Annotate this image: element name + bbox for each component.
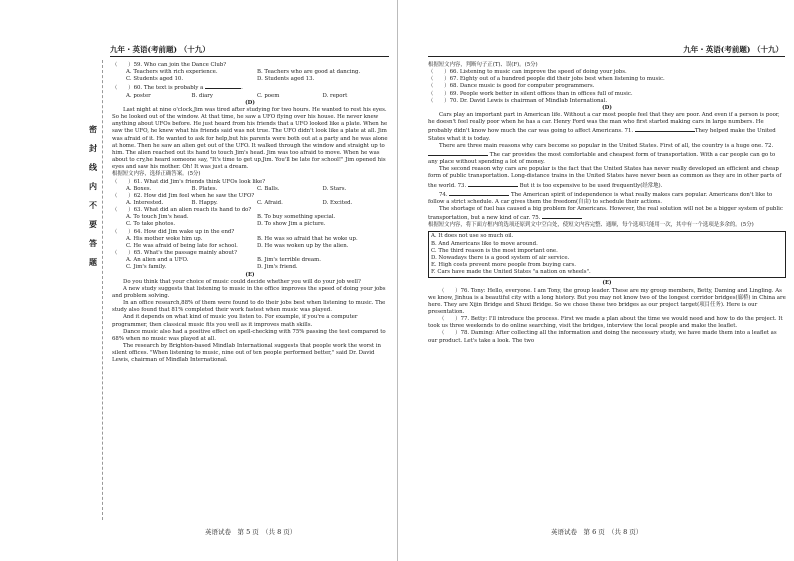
right-page <box>397 0 794 561</box>
blank-75[interactable] <box>542 213 582 219</box>
q62-option-a: A. Interested. <box>126 199 164 206</box>
tf-item: （ ）66. Listening to music can improve the speed of doing your jobs. <box>428 69 627 76</box>
q59-options-row1 <box>112 69 388 76</box>
left-header-rule <box>110 56 389 57</box>
instruction-fill: 根据短文内容，将下面方框内的选项还原到文中空白处，使短文内容完整、通顺，每个选项只能用一次，其中有一个选项是多余的。(5分) <box>428 222 754 229</box>
q65-stem: （ ）65. What's the passage mainly about? <box>112 250 237 257</box>
q63-options-row2 <box>112 221 388 228</box>
q65-options-row2 <box>112 264 388 271</box>
q61-option-d: D. Stars. <box>322 185 347 192</box>
right-column <box>428 62 786 345</box>
section-d-title: (D) <box>245 99 255 106</box>
q65-option-c: C. Jim's family. <box>126 264 167 271</box>
q60-options <box>112 93 388 100</box>
section-d-title-right: (D) <box>602 104 612 111</box>
q61-option-a: A. Boxes. <box>126 185 152 192</box>
q59-option-d: D. Students aged 13. <box>257 76 315 83</box>
q63-option-d: D. To show Jim a picture. <box>257 221 326 228</box>
q62-stem: （ ）62. How did Jim feel when he saw the UFO? <box>112 192 255 199</box>
q64-option-d: D. He was woken up by the alien. <box>257 242 349 249</box>
margin-char: 答 <box>89 238 97 248</box>
passage-e-para: Do you think that your choice of music could decide whether you will do your job well? <box>123 278 361 285</box>
q62-option-c: C. Afraid. <box>257 199 283 206</box>
q65-option-a: A. An alien and a UFO. <box>126 257 189 264</box>
passage-e-para: A new study suggests that listening to music in the office improves the speed of doing your jobs and problem solving. <box>112 285 386 299</box>
q60-option-d: D. report <box>322 92 348 99</box>
margin-char: 题 <box>89 257 97 267</box>
section-e-title: (E) <box>245 271 255 278</box>
q59-options-row2 <box>112 76 388 83</box>
margin-char: 要 <box>89 219 97 229</box>
q65-option-b: B. Jim's terrible dream. <box>257 257 321 264</box>
cars-para-2: There are three main reasons why cars become so popular in the United States. First of all, the country is a huge one. 72. The car provides the most comfortable and cheapest form of transportation. With a car people can go to any place without spending a lot of money. <box>428 142 776 166</box>
right-header: 九年・英语(考前题) （十九） <box>683 45 783 54</box>
q63-stem: （ ）63. What did an alien reach its hand to do? <box>112 207 252 214</box>
passage-e-para: The research by Brighton-based Mindlab International suggests that people work the worst in silent offices. "When listening to music, nine out of ten people performed better," said Dr. David Lewis, chairman of Mindlab International. <box>112 343 381 364</box>
left-header: 九年・英语(考前题) （十九） <box>110 45 210 54</box>
project-para: （ ）76. Tony: Hello, everyone. I am Tony, the group leader. These are my group members, Betty, Daming and Lingling. As we know, Jinhua is a beautiful city with a long history. But you may not know two of the longest corridor bridges(廊桥) in China are here. They are Xijin Bridge and Shuxi Bridge. So we chose these two bridges as our project target(项目任务). Here is our presentation. <box>428 287 786 315</box>
passage-e-para: And it depends on what kind of music you listen to. For example, if you're a computer programmer, then classical music fits you well as it improves math skills. <box>112 314 358 328</box>
options-box <box>428 231 786 278</box>
q59-option-a: A. Teachers with rich experience. <box>126 69 218 76</box>
q62-option-d: D. Excited. <box>322 199 353 206</box>
passage-e-para: Dance music also had a positive effect on spell-checking with 75% passing the test compared to 68% when no music was played at all. <box>112 328 386 342</box>
blank-72[interactable] <box>428 150 488 156</box>
project-para: （ ）77. Betty: I'll introduce the process. First we made a plan about the time we would need and how to do the project. It took us three weekends to do online searching, visit the bridges, interview the local people and make the leaflet. <box>428 316 783 330</box>
margin-char: 封 <box>89 143 97 153</box>
cars-para-4: 74. The American spirit of independence is what really makes cars popular. Americans don't like to follow a strict schedule. A car gives them the freedom(自由) to schedule their actions. <box>428 191 773 205</box>
q65-option-d: D. Jim's friend. <box>257 264 298 271</box>
instruction-tf: 根据短文内容，判断句子正(T)、误(F)。(5分) <box>428 62 538 68</box>
q60-stem: （ ）60. The text is probably a . <box>112 85 243 92</box>
box-option: D. Nowadays there is a good system of air service. <box>431 254 570 261</box>
q63-option-a: A. To touch Jim's head. <box>126 214 189 221</box>
q61-option-c: C. Balls. <box>257 185 280 192</box>
box-option: A. It does not use so much oil. <box>431 233 514 240</box>
blank-71[interactable] <box>635 126 695 132</box>
q61-options <box>112 186 388 193</box>
seal-line <box>102 60 103 520</box>
margin-char: 内 <box>89 181 97 191</box>
box-option: B. And Americans like to move around. <box>431 240 538 247</box>
blank-73[interactable] <box>468 181 518 187</box>
q63-option-b: B. To buy something special. <box>257 214 336 221</box>
right-header-rule <box>428 56 785 57</box>
q64-option-a: A. His mother woke him up. <box>126 235 203 242</box>
cars-para-5: The shortage of fuel has caused a big problem for Americans. However, the real solution will not be a bigger system of public transportation, but a new kind of car. 75. <box>428 205 783 222</box>
q63-options-row1 <box>112 214 388 221</box>
margin-char: 密 <box>89 124 97 134</box>
q65-options-row1 <box>112 257 388 264</box>
q59-stem: （ ）59. Who can join the Dance Club? <box>112 62 227 68</box>
tf-item: （ ）68. Dance music is good for computer programmers. <box>428 83 595 90</box>
project-para: （ ）78. Daming: After collecting all the information and doing the necessary study, we have made them into a leaflet as our product. Let's take a look. The two <box>428 330 777 344</box>
q63-option-c: C. To take photos. <box>126 221 176 228</box>
q64-option-b: B. He was so afraid that he woke up. <box>257 235 358 242</box>
left-column <box>112 62 388 365</box>
blank-74[interactable] <box>449 190 509 196</box>
q64-stem: （ ）64. How did Jim wake up in the end? <box>112 228 235 235</box>
q61-stem: （ ）61. What did Jim's friends think UFOs look like? <box>112 178 266 185</box>
q64-option-c: C. He was afraid of being late for school. <box>126 242 238 249</box>
margin-char: 不 <box>89 200 97 210</box>
left-footer: 英语试卷 第 5 页 （共 8 页） <box>205 528 297 536</box>
passage-d: Last night at nine o'clock,Jim was tired after studying for two hours. He wanted to rest his eyes. So he looked out of the window. At that time, he saw a UFO flying over his house. He never knew anything about UFOs before. He just heard from his friends that a UFO looked like a plate. When he saw the UFO, he knew what his friends said was not true. The UFO didn't look like a plate at all. Jim was afraid of it. He wanted to ask for help,but his parents were both out at a party and he was alone at home. Then he saw an alien get out of the UFO. It walked through the window and straight up to him. The alien reached out its hand to touch Jim's head. Jim was too afraid to move. When he was about to cry,he heard someone say, "It's time to get up,Jim. You'll be late for school!" Jim opened his eyes and saw his mother. Oh! It was just a dream. <box>112 106 388 171</box>
cars-para-3: The second reason why cars are popular is the fact that the United States has never really developed an efficient and cheap form of public transportation. Long-distance trains in the United States have never been as common as they are in other parts of the world. 73. But it is too expensive to be used frequently(经常地). <box>428 166 782 189</box>
q59-option-c: C. Students aged 10. <box>126 76 184 83</box>
box-option: F. Cars have made the United States "a nation on wheels". <box>431 269 591 276</box>
q64-options-row2 <box>112 243 388 250</box>
tf-item: （ ）67. Eighty out of a hundred people did their jobs best when listening to music. <box>428 76 665 83</box>
passage-e-para: In an office research,88% of them were found to do their jobs best when listening to music. The study also found that 81% completed their work fastest when music was played. <box>112 300 386 314</box>
q64-options-row1 <box>112 236 388 243</box>
right-footer: 英语试卷 第 6 页 （共 8 页） <box>551 528 643 536</box>
q60-blank[interactable] <box>205 83 241 89</box>
tf-item: （ ）70. Dr. David Lewis is chairman of Mindlab International. <box>428 97 608 104</box>
cars-para-1: Cars play an important part in American life. Without a car most people feel that they are poor. And even if a person is poor, he doesn't feel really poor when he has a car. Henry Ford was the man who first started making cars in large numbers. He probably didn't know how much the car was going to affect Americans. 71. They helped make the United States what it is today. <box>428 112 780 142</box>
margin-char: 线 <box>89 162 97 172</box>
margin-seal-text <box>84 120 102 272</box>
q60-option-a: A. poster <box>126 92 151 99</box>
instruction-d: 根据短文内容，选择正确答案。(5分) <box>112 171 201 178</box>
q60-option-b: B. diary <box>191 92 213 99</box>
q60-option-c: C. poem <box>257 92 280 99</box>
q61-option-b: B. Plates. <box>191 185 218 192</box>
box-option: C. The third reason is the most important one. <box>431 247 558 254</box>
section-e-title-right: (E) <box>602 280 612 287</box>
tf-item: （ ）69. People work better in silent offices than in offices full of music. <box>428 90 633 97</box>
q62-option-b: B. Happy. <box>191 199 218 206</box>
q59-option-b: B. Teachers who are good at dancing. <box>257 69 361 76</box>
box-option: E. High costs prevent more people from buying cars. <box>431 262 576 269</box>
